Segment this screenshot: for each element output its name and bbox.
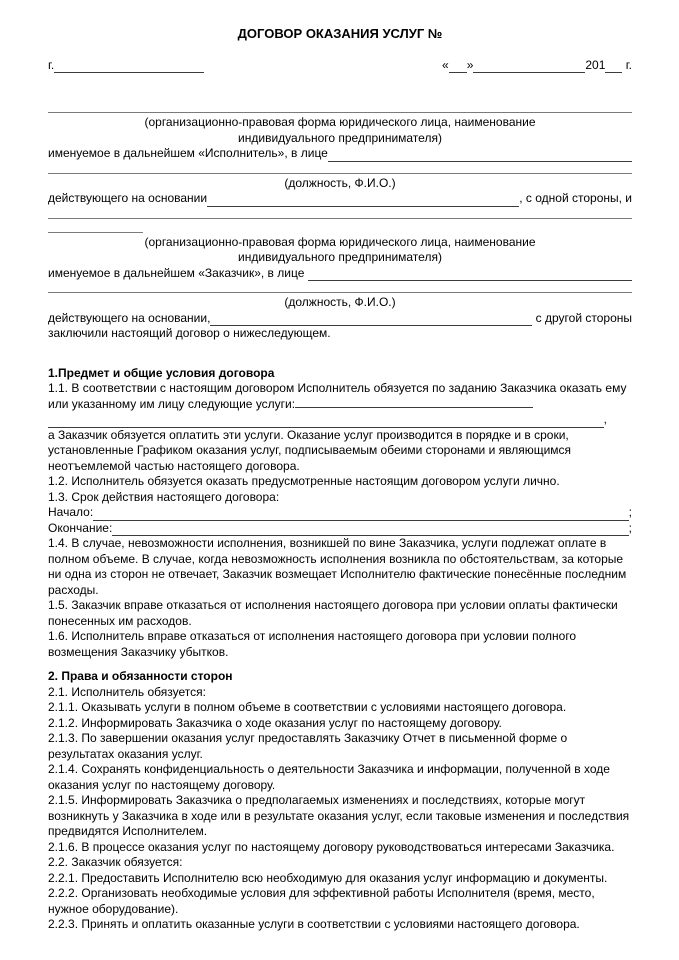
clause-1-3: 1.3. Срок действия настоящего договора:: [48, 489, 280, 504]
city-label: г.: [48, 57, 55, 72]
clause-2-1-1: 2.1.1. Оказывать услуги в полном объеме в соответствии с условиями настоящего договора.: [48, 700, 567, 714]
clause-2-1-3: 2.1.3. По завершении оказания услуг предоставлять Заказчику Отчет в письменной форме о результатах оказания услуг.: [48, 731, 568, 761]
city-field: [48, 58, 204, 74]
clause-2-1-2: 2.1.2. Информировать Заказчика о ходе оказания услуг по настоящему договору.: [48, 715, 502, 730]
executor-org-form-caption-2: индивидуального предпринимателя): [238, 130, 442, 145]
customer-position-blank-line: [48, 281, 632, 293]
services-blank-line-2: [48, 414, 604, 428]
section-1: [48, 366, 632, 661]
executor-basis-row: [48, 191, 632, 207]
contract-title: ДОГОВОР ОКАЗАНИЯ УСЛУГ №: [237, 26, 443, 41]
city-blank-line: [54, 69, 204, 73]
clause-1-1-cont: а Заказчик обязуется оплатить эти услуги. Оказание услуг производится в порядке и в сроки, установленные Графиком оказания услуг, подписываемым обеими сторонами и являющимся неотъемлемой частью настоящего договора.: [48, 427, 572, 473]
date-year-suffix: г.: [625, 57, 632, 72]
date-field: [442, 58, 632, 74]
clause-1-2: 1.2. Исполнитель обязуется оказать предусмотренные настоящим договором услуги лично.: [48, 474, 560, 488]
clause-2-2-1: 2.2.1. Предоставить Исполнителю всю необходимую для оказания услуг информацию и документы.: [48, 870, 608, 885]
term-start-punct: ;: [628, 505, 632, 519]
customer-name-blank-line-2: [48, 221, 143, 233]
term-end-row: [48, 521, 632, 537]
clause-2-1: 2.1. Исполнитель обязуется:: [48, 684, 206, 699]
executor-org-form-caption-1: (организационно-правовая форма юридического лица, наименование: [144, 115, 536, 129]
clause-1-5: 1.5. Заказчик вправе отказаться от исполнения настоящего договора при условии оплаты фактически понесенных им расходов.: [48, 598, 618, 628]
section-1-heading: 1.Предмет и общие условия договора: [48, 365, 275, 380]
executor-intro-row: [48, 146, 632, 162]
customer-basis-row: [48, 311, 632, 327]
executor-basis-blank-line: [207, 193, 519, 207]
customer-intro-row: [48, 266, 632, 282]
term-end-label: Окончание:: [48, 520, 113, 535]
term-start-blank-line: [93, 507, 629, 521]
clause-2-1-4: 2.1.4. Сохранять конфиденциальность о деятельности Заказчика и информации, полученной в ходе оказания услуг по настоящему договору.: [48, 762, 610, 792]
date-close-quote: »: [466, 57, 474, 72]
conclusion-line: заключили настоящий договор о нижеследующем.: [48, 326, 331, 340]
section-2: [48, 669, 632, 933]
services-blank-row: [48, 412, 632, 428]
term-start-label: Начало:: [48, 505, 94, 519]
clause-2-2-3: 2.2.3. Принять и оплатить оказанные услуги в соответствии с условиями настоящего договора.: [48, 917, 580, 931]
services-blank-punct: ,: [603, 412, 607, 426]
customer-representative-blank-line: [308, 267, 632, 281]
date-year-blank-line: [605, 69, 622, 73]
executor-name-blank-line: [48, 101, 632, 113]
clause-1-1: [48, 381, 632, 412]
date-open-quote: «: [442, 57, 449, 72]
clause-1-4: 1.4. В случае, невозможности исполнения, возникшей по вине Заказчика, услуги подлежат оплате в полном объеме. В случае, когда невозможность исполнения возникла по обстоятельствам, за которые ни одна из сторон не отвечает, Заказчик возмещает Исполнителю фактические понесённые последним расходы.: [48, 536, 627, 597]
executor-block: [48, 101, 632, 233]
date-century: 201: [585, 57, 606, 72]
customer-position-caption: (должность, Ф.И.О.): [284, 295, 396, 309]
clause-2-2: 2.2. Заказчик обязуется:: [48, 855, 183, 869]
customer-org-form-caption-1: (организационно-правовая форма юридического лица, наименование: [144, 234, 536, 249]
customer-org-form-caption-2: индивидуального предпринимателя): [238, 250, 442, 264]
executor-position-caption: (должность, Ф.И.О.): [284, 175, 396, 190]
clause-1-6: 1.6. Исполнитель вправе отказаться от исполнения настоящего договора при условии полного возмещения Заказчику убытков.: [48, 629, 577, 659]
clause-2-1-5: 2.1.5. Информировать Заказчика о предполагаемых изменениях и последствиях, которые могут возникнуть у Заказчика в ходе или в результате оказания услуг, если таковые изменения и последствия предвидятся Исполнителем.: [48, 793, 630, 838]
customer-basis-suffix: с другой стороны: [532, 310, 632, 325]
customer-intro-text: именуемое в дальнейшем «Заказчик», в лице: [48, 265, 308, 280]
customer-block: [48, 235, 632, 342]
clause-2-2-2: 2.2.2. Организовать необходимые условия для эффективной работы Исполнителя (время, место, нужное оборудование).: [48, 886, 595, 916]
date-month-blank-line: [473, 69, 585, 73]
executor-position-blank-line: [48, 162, 632, 174]
executor-intro-text: именуемое в дальнейшем «Исполнитель», в лице: [48, 146, 328, 160]
executor-representative-blank-line: [328, 148, 632, 162]
services-blank-line-1: [295, 404, 533, 408]
term-start-row: [48, 505, 632, 521]
term-end-punct: ;: [628, 520, 632, 535]
customer-name-blank-line-1: [48, 207, 632, 219]
clause-2-1-6: 2.1.6. В процессе оказания услуг по настоящему договору руководствоваться интересами Заказчика.: [48, 839, 615, 854]
customer-basis-prefix: действующего на основании,: [48, 310, 211, 325]
section-2-heading: 2. Права и обязанности сторон: [48, 669, 233, 683]
term-end-blank-line: [112, 522, 628, 536]
executor-basis-suffix: , с одной стороны, и: [519, 191, 632, 205]
date-day-blank-line: [449, 69, 467, 73]
executor-basis-prefix: действующего на основании: [48, 191, 208, 205]
customer-basis-blank-line: [210, 312, 532, 326]
city-date-row: [48, 58, 632, 74]
clause-1-1-text: 1.1. В соответствии с настоящим договором Исполнитель обязуется по заданию Заказчика оказать ему или указанному им лицу следующие услуги:: [48, 381, 627, 411]
